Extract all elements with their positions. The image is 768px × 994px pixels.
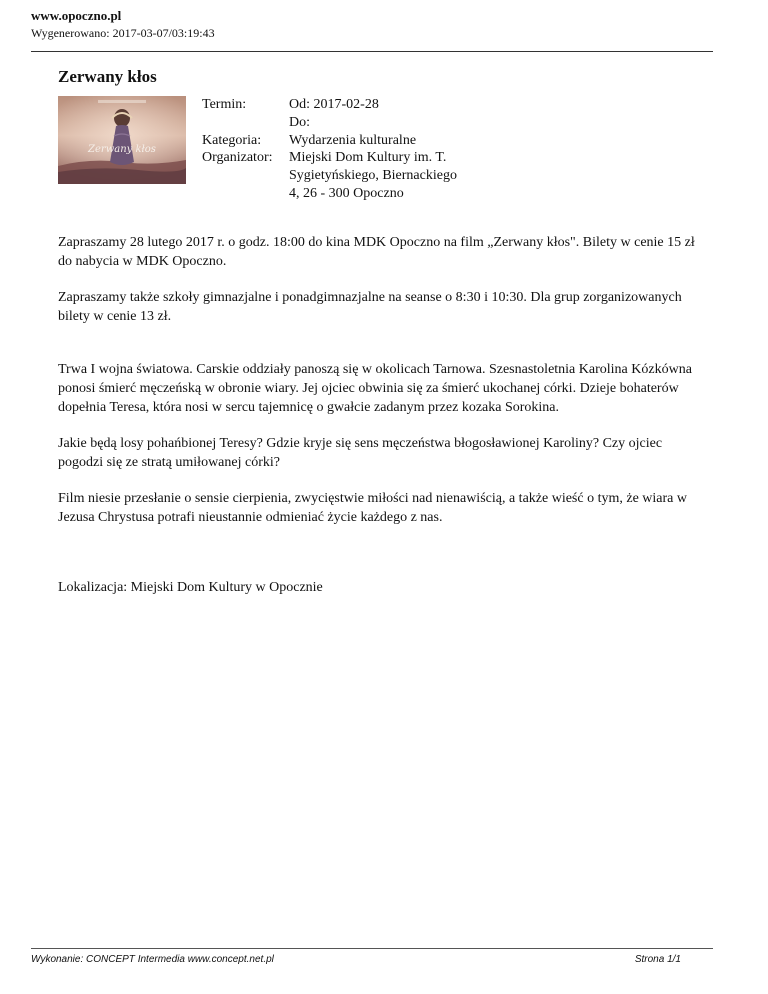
header-divider [31,51,713,52]
poster-title-text: Zerwany kłos [88,144,156,155]
paragraph-synopsis: Trwa I wojna światowa. Carskie oddziały panoszą się w okolicach Tarnowa. Szesnastoletnia Karolina Kózkówna ponosi śmierć męczeńską w obronie wiary. Jej ojciec obwinia się za śmierć ukochanej córki. Dzieje bohaterów dopełnia Teresa, która nosi w sercu tajemnicę o gwałcie zadanym przez kozaka Sorokina. [58,362,692,415]
meta-value-date-from: Od: 2017-02-28 [289,97,379,112]
meta-value-category[interactable]: Wydarzenia kulturalne [289,132,417,148]
paragraph-message: Film niesie przesłanie o sensie cierpienia, zwycięstwie miłości nad nienawiścią, a także wieść o tym, że wiara w Jezusa Chrystusa potrafi nieustannie odmieniać życie każdego z nas. [58,491,687,525]
meta-row-date-to [202,114,459,132]
page-number: Strona 1/1 [634,954,681,965]
meta-label-termin: Termin: [202,97,247,112]
event-location: Lokalizacja: Miejski Dom Kultury w Opocznie [58,580,323,595]
event-content [58,66,708,614]
event-title: Zerwany kłos [58,67,157,86]
meta-label-organizator: Organizator: [202,150,273,166]
meta-label-kategoria: Kategoria: [202,132,262,148]
meta-label-empty [202,114,289,132]
event-meta [202,96,459,203]
site-url[interactable]: www.opoczno.pl [31,8,122,23]
footer-divider [31,948,713,949]
meta-row-organizator [202,149,459,202]
meta-value-date-to: Do: [289,114,310,130]
meta-row-termin [202,96,459,114]
event-poster-image [58,96,186,184]
footer-credit: Wykonanie: CONCEPT Intermedia www.concept.net.pl [31,954,274,965]
paragraph-questions: Jakie będą losy pohańbionej Teresy? Gdzie kryje się sens męczeństwa błogosławionej Karoliny? Czy ojciec pogodzi się ze stratą umiłowanej córki? [58,436,663,470]
paragraph-schools: Zapraszamy także szkoły gimnazjalne i ponadgimnazjalne na seanse o 8:30 i 10:30. Dla grup zorganizowanych bilety w cenie 13 zł. [58,290,682,324]
meta-row-kategoria [202,132,459,150]
event-info [58,96,708,233]
poster-artwork [58,96,186,184]
paragraph-invitation: Zapraszamy 28 lutego 2017 r. o godz. 18:00 do kina MDK Opoczno na film „Zerwany kłos". Bilety w cenie 15 zł do nabycia w MDK Opoczno. [58,235,695,269]
meta-value-organizer: Miejski Dom Kultury im. T. Sygietyńskiego, Biernackiego 4, 26 - 300 Opoczno [289,150,457,201]
event-description [58,233,708,597]
generated-timestamp: Wygenerowano: 2017-03-07/03:19:43 [31,26,215,40]
page-header [31,8,713,41]
